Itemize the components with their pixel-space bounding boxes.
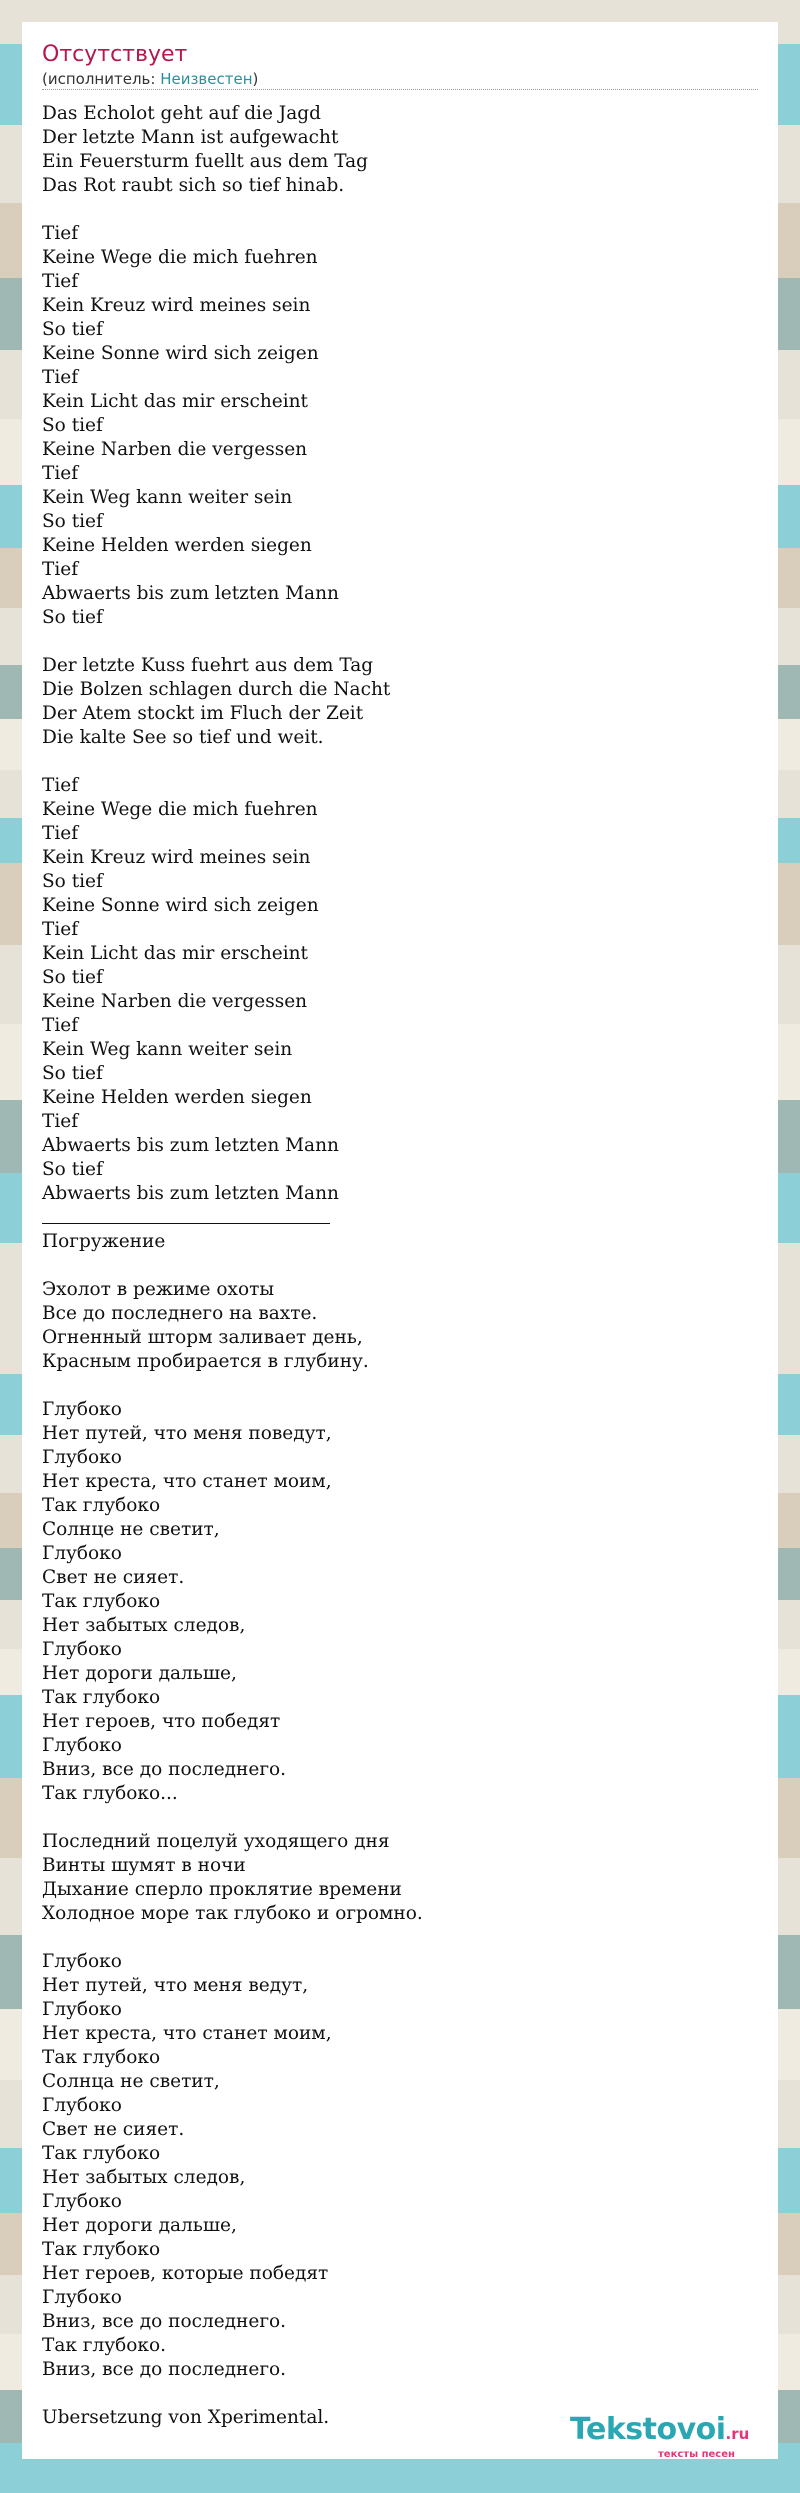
lyrics-line: Нет креста, что станет моим, — [42, 1471, 332, 1492]
lyrics-line: Tief — [42, 223, 79, 244]
lyrics-line: Keine Wege die mich fuehren — [42, 247, 318, 268]
lyrics-line: Так глубоко — [42, 1687, 161, 1708]
lyrics-line: Abwaerts bis zum letzten Mann — [42, 1183, 339, 1204]
lyrics-line: Keine Wege die mich fuehren — [42, 799, 318, 820]
lyrics-line: Вниз, все до последнего. — [42, 1759, 287, 1780]
lyrics-line: Так глубоко — [42, 2143, 161, 2164]
lyrics-line: Красным пробирается в глубину. — [42, 1351, 369, 1372]
lyrics-line: Нет креста, что станет моим, — [42, 2023, 332, 2044]
lyrics-line: Tief — [42, 1015, 79, 1036]
lyrics-line: Так глубоко... — [42, 1783, 178, 1804]
lyrics-line: Ein Feuersturm fuellt aus dem Tag — [42, 151, 368, 172]
lyrics-line: Kein Kreuz wird meines sein — [42, 847, 311, 868]
lyrics-line: Солнце не светит, — [42, 1519, 220, 1540]
lyrics-blank-line — [42, 750, 423, 774]
lyrics-line: Нет героев, что победят — [42, 1711, 281, 1732]
lyrics-line: Глубоко — [42, 1951, 122, 1972]
lyrics-line: Keine Helden werden siegen — [42, 535, 312, 556]
lyrics-line: Tief — [42, 367, 79, 388]
lyrics-line: Нет дороги дальше, — [42, 1663, 237, 1684]
lyrics-line: Огненный шторм заливает день, — [42, 1327, 363, 1348]
lyrics-blank-line — [42, 1806, 423, 1830]
lyrics-line: Kein Licht das mir erscheint — [42, 391, 308, 412]
lyrics-line: Вниз, все до последнего. — [42, 2359, 287, 2380]
lyrics-line: Солнца не светит, — [42, 2071, 220, 2092]
lyrics-line: Keine Sonne wird sich zeigen — [42, 343, 319, 364]
lyrics-line: Глубоко — [42, 2287, 122, 2308]
lyrics-line: Свет не сияет. — [42, 1567, 185, 1588]
lyrics-line: Der letzte Kuss fuehrt aus dem Tag — [42, 655, 374, 676]
lyrics-line: Нет забытых следов, — [42, 2167, 246, 2188]
lyrics-line: Das Rot raubt sich so tief hinab. — [42, 175, 345, 196]
lyrics-line: Винты шумят в ночи — [42, 1855, 246, 1876]
lyrics-line: So tief — [42, 1159, 103, 1180]
lyrics-line: Дыхание сперло проклятие времени — [42, 1879, 402, 1900]
lyrics-line: Der letzte Mann ist aufgewacht — [42, 127, 339, 148]
lyrics-line: Глубоко — [42, 1543, 122, 1564]
lyrics-line: So tief — [42, 319, 103, 340]
lyrics-line: Keine Narben die vergessen — [42, 439, 308, 460]
lyrics-line: Tief — [42, 823, 79, 844]
lyrics-line: Глубоко — [42, 1639, 122, 1660]
lyrics-line: Так глубоко. — [42, 2335, 166, 2356]
lyrics-line: Холодное море так глубоко и огромно. — [42, 1903, 423, 1924]
lyrics-line: Так глубоко — [42, 2239, 161, 2260]
lyrics-line: Нет героев, которые победят — [42, 2263, 329, 2284]
title-divider — [42, 89, 758, 90]
lyrics-line: Ubersetzung von Xperimental. — [42, 2407, 330, 2428]
lyrics-blank-line — [42, 1374, 423, 1398]
lyrics-line: Все до последнего на вахте. — [42, 1303, 318, 1324]
lyrics-line: Так глубоко — [42, 2047, 161, 2068]
lyrics-line: Abwaerts bis zum letzten Mann — [42, 583, 339, 604]
lyrics-line: Kein Licht das mir erscheint — [42, 943, 308, 964]
lyrics-line: Abwaerts bis zum letzten Mann — [42, 1135, 339, 1156]
lyrics-line: Вниз, все до последнего. — [42, 2311, 287, 2332]
lyrics-line: Das Echolot geht auf die Jagd — [42, 103, 321, 124]
lyrics-line: Глубоко — [42, 1735, 122, 1756]
lyrics-blank-line — [42, 1926, 423, 1950]
lyrics-line: Kein Weg kann weiter sein — [42, 487, 293, 508]
lyrics-line: Глубоко — [42, 1999, 122, 2020]
lyrics-line: Так глубоко — [42, 1495, 161, 1516]
lyrics-blank-line — [42, 198, 423, 222]
logo-tagline: тексты песен — [658, 2449, 735, 2460]
lyrics-line: Die kalte See so tief und weit. — [42, 727, 324, 748]
lyrics-line: Нет дороги дальше, — [42, 2215, 237, 2236]
lyrics-line: Так глубоко — [42, 1591, 161, 1612]
lyrics-line: Свет не сияет. — [42, 2119, 185, 2140]
lyrics-blank-line — [42, 1254, 423, 1278]
lyrics-line: Tief — [42, 463, 79, 484]
lyrics-line: Keine Narben die vergessen — [42, 991, 308, 1012]
lyrics-line: Нет путей, что меня ведут, — [42, 1975, 309, 1996]
song-title: Отсутствует — [42, 42, 188, 67]
lyrics-line: So tief — [42, 415, 103, 436]
lyrics-card — [22, 22, 778, 2459]
lyrics-line: Глубоко — [42, 1447, 122, 1468]
lyrics-line: Погружение — [42, 1231, 166, 1252]
lyrics-separator — [42, 1206, 330, 1224]
lyrics-line: So tief — [42, 511, 103, 532]
lyrics-line: Глубоко — [42, 1399, 122, 1420]
artist-prefix: (исполнитель: — [42, 70, 161, 88]
lyrics-line: Die Bolzen schlagen durch die Nacht — [42, 679, 391, 700]
lyrics-line: Эхолот в режиме охоты — [42, 1279, 275, 1300]
lyrics-line: Глубоко — [42, 2095, 122, 2116]
lyrics-text — [42, 102, 423, 2430]
lyrics-line: Tief — [42, 559, 79, 580]
lyrics-line: Tief — [42, 775, 79, 796]
lyrics-line: Tief — [42, 271, 79, 292]
lyrics-line: So tief — [42, 967, 103, 988]
lyrics-line: So tief — [42, 607, 103, 628]
lyrics-line: So tief — [42, 1063, 103, 1084]
lyrics-line: Tief — [42, 1111, 79, 1132]
logo-domain: .ru — [725, 2425, 750, 2443]
lyrics-line: Kein Kreuz wird meines sein — [42, 295, 311, 316]
lyrics-blank-line — [42, 2382, 423, 2406]
lyrics-line: Keine Helden werden siegen — [42, 1087, 312, 1108]
site-logo[interactable] — [570, 2412, 750, 2460]
lyrics-line: Последний поцелуй уходящего дня — [42, 1831, 390, 1852]
lyrics-line: Der Atem stockt im Fluch der Zeit — [42, 703, 364, 724]
lyrics-line: Tief — [42, 919, 79, 940]
lyrics-line: Keine Sonne wird sich zeigen — [42, 895, 319, 916]
lyrics-line: Нет путей, что меня поведут, — [42, 1423, 332, 1444]
lyrics-line: So tief — [42, 871, 103, 892]
lyrics-line: Нет забытых следов, — [42, 1615, 246, 1636]
artist-link[interactable]: Неизвестен — [160, 70, 253, 88]
artist-suffix: ) — [252, 70, 259, 88]
logo-wordmark: Tekstovoi — [570, 2412, 726, 2447]
artist-line — [42, 70, 258, 88]
lyrics-blank-line — [42, 630, 423, 654]
lyrics-line: Kein Weg kann weiter sein — [42, 1039, 293, 1060]
lyrics-line: Глубоко — [42, 2191, 122, 2212]
